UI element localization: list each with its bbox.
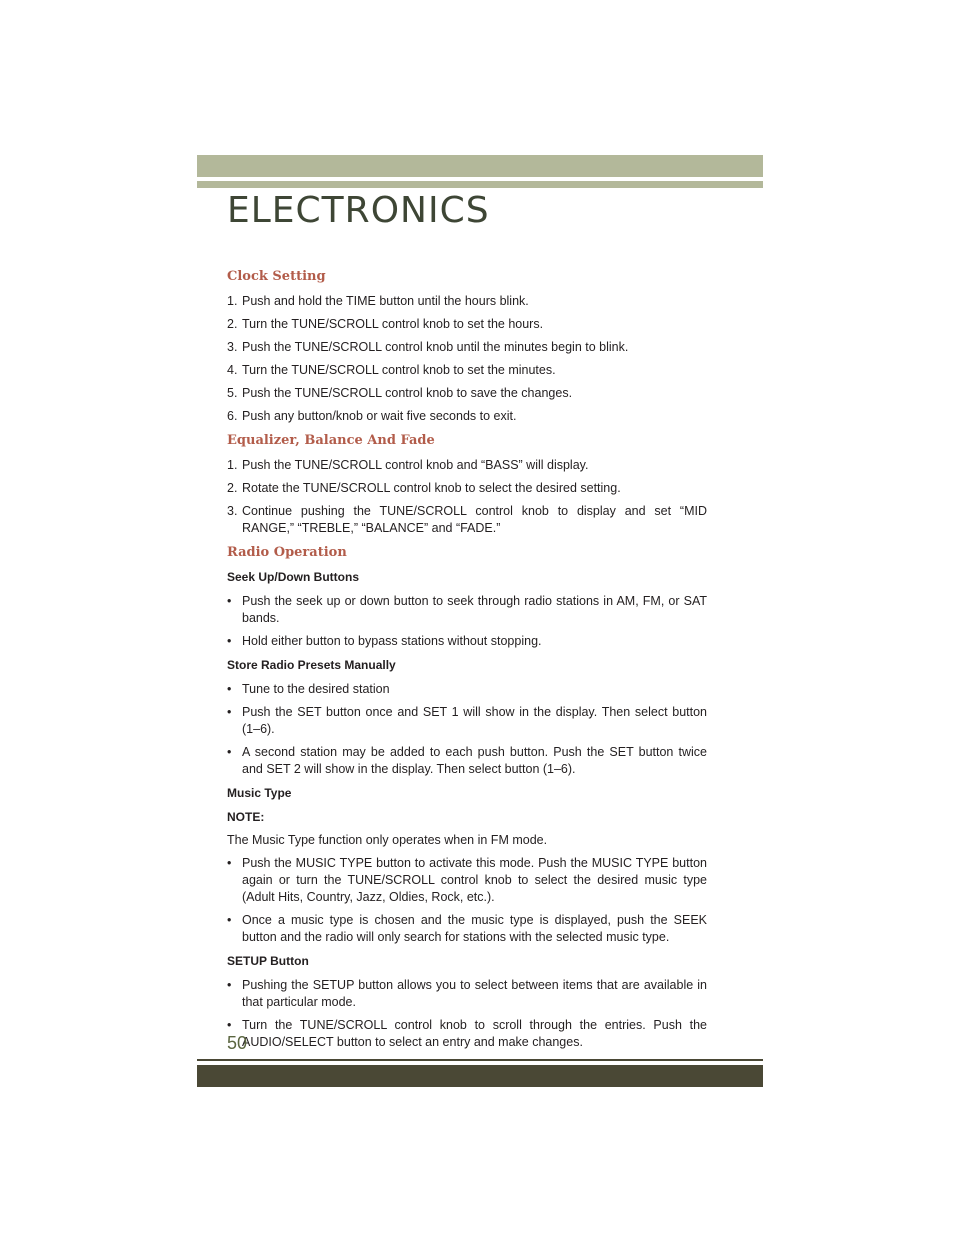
list-item: 4. Turn the TUNE/SCROLL control knob to set the minutes.: [227, 363, 556, 377]
presets-heading: Store Radio Presets Manually: [227, 658, 396, 672]
page-number: 50: [227, 1033, 248, 1053]
list-item: • Hold either button to bypass stations without stopping.: [227, 634, 542, 648]
footer-rule: [197, 1059, 763, 1061]
equalizer-steps: [227, 457, 707, 537]
list-item: • Pushing the SETUP button allows you to select between items that are available in that particular mode.: [227, 978, 707, 1009]
list-item: 1. Push and hold the TIME button until the hours blink.: [227, 294, 529, 308]
list-item: 6. Push any button/knob or wait five seconds to exit.: [227, 409, 517, 423]
list-item: • Push the MUSIC TYPE button to activate this mode. Push the MUSIC TYPE button again or turn the TUNE/SCROLL control knob to select the desired music type (Adult Hits, Country, Jazz, Oldies, Rock, etc.).: [227, 856, 707, 904]
list-item: • A second station may be added to each push button. Push the SET button twice and SET 2 will show in the display. Then select button (1–6).: [227, 745, 707, 776]
list-item: • Turn the TUNE/SCROLL control knob to scroll through the entries. Push the AUDIO/SELECT button to select an entry and make changes.: [227, 1018, 707, 1049]
note-text: The Music Type function only operates when in FM mode.: [227, 833, 548, 847]
setup-bullets: [227, 977, 707, 1051]
list-item: • Push the seek up or down button to seek through radio stations in AM, FM, or SAT bands.: [227, 594, 707, 625]
section-title: ELECTRONICS: [227, 190, 490, 231]
footer-band: [197, 1065, 763, 1087]
list-item: 5. Push the TUNE/SCROLL control knob to save the changes.: [227, 386, 573, 400]
music-type-bullets: [227, 855, 707, 946]
clock-steps: [227, 293, 707, 425]
header-band-thin: [197, 181, 763, 188]
seek-heading: Seek Up/Down Buttons: [227, 570, 360, 584]
setup-heading: SETUP Button: [227, 954, 309, 968]
music-type-heading: Music Type: [227, 786, 292, 800]
list-item: • Once a music type is chosen and the music type is displayed, push the SEEK button and the radio will only search for stations with the selected music type.: [227, 913, 707, 944]
list-item: • Push the SET button once and SET 1 will show in the display. Then select button (1–6).: [227, 705, 707, 736]
radio-heading: Radio Operation: [227, 545, 347, 560]
list-item: 3. Continue pushing the TUNE/SCROLL control knob to display and set “MID RANGE,” “TREBLE,” “BALANCE” and “FADE.”: [227, 504, 707, 535]
page-content: [227, 268, 707, 1058]
header-band: [197, 155, 763, 177]
note-label: NOTE:: [227, 810, 265, 824]
list-item: 2. Rotate the TUNE/SCROLL control knob to select the desired setting.: [227, 481, 621, 495]
list-item: 3. Push the TUNE/SCROLL control knob until the minutes begin to blink.: [227, 340, 629, 354]
clock-heading: Clock Setting: [227, 269, 326, 284]
list-item: 1. Push the TUNE/SCROLL control knob and “BASS” will display.: [227, 458, 589, 472]
equalizer-heading: Equalizer, Balance And Fade: [227, 433, 435, 448]
presets-bullets: [227, 681, 707, 778]
list-item: 2. Turn the TUNE/SCROLL control knob to set the hours.: [227, 317, 544, 331]
list-item: • Tune to the desired station: [227, 682, 390, 696]
seek-bullets: [227, 593, 707, 650]
